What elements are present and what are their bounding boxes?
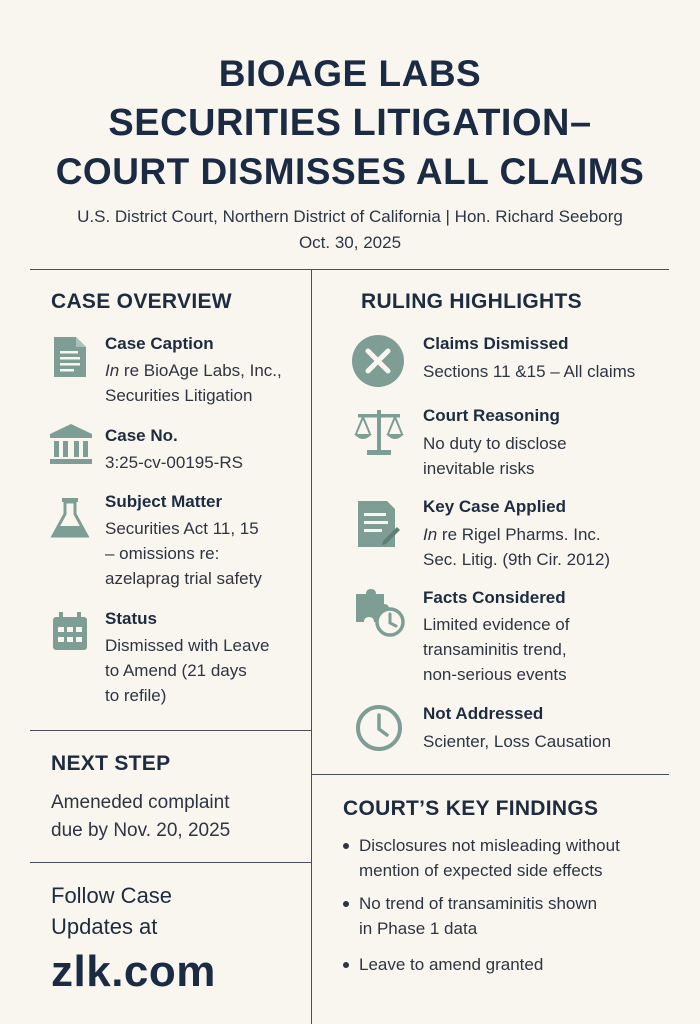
claims-dismissed-label: Claims Dismissed	[423, 334, 569, 353]
calendar-icon	[50, 610, 90, 654]
page-title-line-1: BIOAGE LABS	[218, 53, 482, 94]
not-addressed-value: Scienter, Loss Causation	[423, 732, 612, 751]
ruling-highlights-title: RULING HIGHLIGHTS	[361, 290, 582, 313]
follow-text: Follow Case Updates at	[51, 883, 173, 939]
bullet-dot	[343, 843, 349, 849]
case-caption-label: Case Caption	[105, 334, 214, 353]
divider-left-2	[30, 862, 311, 863]
page-title-line-2: SECURITIES LITIGATION–	[108, 102, 592, 144]
key-findings-title: COURT’S KEY FINDINGS	[343, 797, 599, 820]
case-overview-title: CASE OVERVIEW	[51, 290, 232, 313]
scales-icon	[352, 404, 406, 458]
court-reasoning-label: Court Reasoning	[423, 406, 560, 425]
subject-matter-value: Securities Act 11, 15 – omissions re: azelaprag trial safety	[105, 519, 262, 588]
divider-top	[30, 269, 669, 270]
key-case-value: In re Rigel Pharms. Inc. Sec. Litig. (9th Cir. 2012)	[423, 525, 611, 569]
status-value: Dismissed with Leave to Amend (21 days to refile)	[105, 636, 270, 705]
page-title-line-3: COURT DISMISSES ALL CLAIMS	[55, 151, 645, 192]
divider-left-1	[30, 730, 311, 731]
finding-item: Disclosures not misleading without mention of expected side effects	[359, 836, 620, 880]
next-step-text: Ameneded complaint due by Nov. 20, 2025	[51, 792, 231, 841]
facts-considered-label: Facts Considered	[423, 588, 566, 607]
courthouse-icon	[48, 422, 94, 466]
court-reasoning-value: No duty to disclose inevitable risks	[423, 434, 567, 478]
finding-item: No trend of transaminitis shown in Phase 1 data	[359, 894, 598, 938]
flask-icon	[50, 496, 90, 540]
bullet-dot	[343, 901, 349, 907]
website-link[interactable]: zlk.com	[51, 947, 216, 996]
next-step-title: NEXT STEP	[51, 752, 171, 775]
document-icon	[50, 335, 90, 379]
claims-dismissed-value: Sections 11 &15 – All claims	[423, 362, 636, 381]
case-no-label: Case No.	[105, 426, 178, 445]
court-line: U.S. District Court, Northern District of California | Hon. Richard Seeborg	[77, 207, 623, 226]
clock-icon	[354, 703, 404, 753]
case-no-value: 3:25-cv-00195-RS	[105, 453, 243, 472]
puzzle-clock-icon	[352, 588, 406, 638]
divider-right-1	[311, 774, 669, 775]
divider-vertical	[311, 269, 312, 1024]
not-addressed-label: Not Addressed	[423, 704, 544, 723]
subject-matter-label: Subject Matter	[105, 492, 223, 511]
case-caption-value: In re BioAge Labs, Inc., Securities Litigation	[105, 361, 282, 405]
status-label: Status	[105, 609, 157, 628]
x-circle-icon	[351, 334, 405, 388]
document-pen-icon	[355, 497, 401, 551]
finding-item: Leave to amend granted	[359, 955, 544, 974]
date-line: Oct. 30, 2025	[298, 233, 402, 252]
facts-considered-value: Limited evidence of transaminitis trend, non-serious events	[423, 615, 570, 684]
bullet-dot	[343, 962, 349, 968]
key-case-label: Key Case Applied	[423, 497, 566, 516]
